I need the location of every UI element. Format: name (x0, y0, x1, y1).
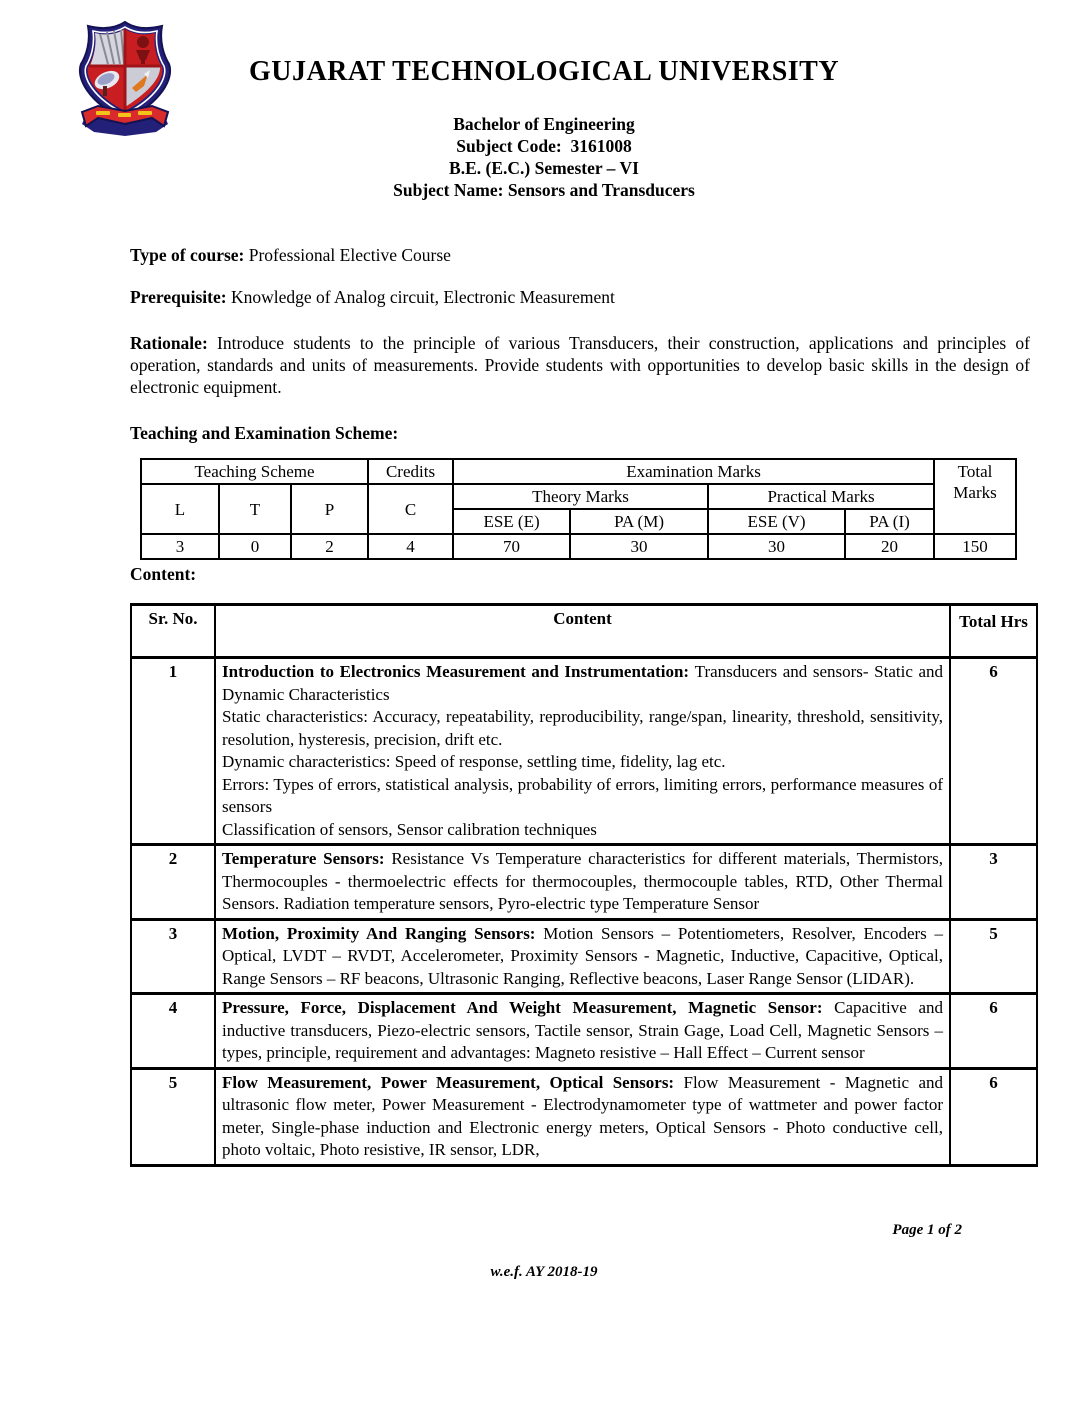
scheme-value-ese-v: 30 (708, 534, 845, 559)
row-topic-title: Pressure, Force, Displacement And Weight Measurement, Magnetic Sensor: (222, 998, 835, 1017)
row-total-hours: 5 (950, 919, 1037, 994)
scheme-col-p: P (291, 484, 368, 534)
scheme-value-l: 3 (141, 534, 219, 559)
row-topic-lead: Motion Sensors – Potentiometers, Resolver, Encoders – Optical, LVDT – RVDT, Accelerometer, Proximity Sensors - Magnetic, Inductive, Capacitive, Optical, Range Sensors – RF beacons, Ultrasonic Ranging, Reflective beacons, Laser Range Sensor (LIDAR). (222, 923, 943, 988)
scheme-col-ese-v: ESE (V) (708, 509, 845, 534)
row-topic-title: Temperature Sensors: (222, 849, 392, 868)
scheme-heading: Teaching and Examination Scheme: (130, 423, 399, 443)
row-topic-paragraph: Classification of sensors, Sensor calibration techniques (222, 819, 597, 839)
subject-name-line: Subject Name: Sensors and Transducers (393, 180, 695, 200)
scheme-col-l: L (141, 484, 219, 534)
rationale-value: Introduce students to the principle of various Transducers, their construction, applications and principles of operation, standards and units of measurements. Provide students with opportunities to develop basic skills in the design of electronic equipment. (130, 333, 1031, 397)
row-topic-lead: Resistance Vs Temperature characteristics for different materials, Thermistors, Thermocouples - thermoelectric effects for thermocouples, thermocouple tables, RTD, Other Thermal Sensors. Radiation temperature sensors, Pyro-electric type Temperature Sensor (222, 849, 944, 913)
scheme-header-practical: Practical Marks (708, 484, 934, 509)
rationale-label: Rationale: (130, 333, 208, 353)
row-topic-title: Introduction to Electronics Measurement and Instrumentation: (222, 662, 695, 681)
prerequisite-line (130, 286, 1030, 308)
row-sr-number: 2 (131, 845, 215, 920)
scheme-value-t: 0 (219, 534, 291, 559)
scheme-col-t: T (219, 484, 291, 534)
content-table-row (131, 1068, 1037, 1165)
scheme-value-c: 4 (368, 534, 453, 559)
row-topic-paragraph: Dynamic characteristics: Speed of response, settling time, fidelity, lag etc. (222, 752, 726, 771)
university-logo (60, 14, 190, 144)
row-topic-lead: Flow Measurement - Magnetic and ultrasonic flow meter, Power Measurement - Electrodynamometer type of wattmeter and power factor meter, Single-phase induction and Electronic energy meters, Optical Sensors - Photo conductive cell, photo voltaic, Photo resistive, IR sensor, LDR, (222, 1072, 943, 1159)
content-table-body (131, 658, 1037, 1166)
row-sr-number: 3 (131, 919, 215, 994)
row-total-hours: 3 (950, 845, 1037, 920)
row-content-cell (215, 845, 950, 920)
row-sr-number: 5 (131, 1068, 215, 1165)
row-total-hours: 6 (950, 658, 1037, 845)
teaching-examination-scheme-table (140, 458, 1017, 560)
content-heading: Content: (130, 564, 197, 584)
page-title: GUJARAT TECHNOLOGICAL UNIVERSITY (248, 56, 840, 87)
semester-line: B.E. (E.C.) Semester – VI (449, 158, 639, 178)
row-topic-lead: Capacitive and inductive transducers, Piezo-electric sensors, Tactile sensor, Strain Gage, Load Cell, Magnetic Sensors –types, principle, requirement and advantages: Magneto resistive – Hall Effect – Current sensor (222, 998, 943, 1062)
row-sr-number: 1 (131, 658, 215, 845)
scheme-value-ese-e: 70 (453, 534, 570, 559)
row-topic-title: Motion, Proximity And Ranging Sensors: (222, 923, 544, 943)
content-col-content: Content (215, 605, 950, 658)
row-topic-paragraph: Errors: Types of errors, statistical analysis, probability of errors, limiting errors, performance measures of sensors (222, 774, 943, 816)
row-total-hours: 6 (950, 994, 1037, 1069)
program-line: Bachelor of Engineering (453, 114, 635, 134)
row-content-cell (215, 919, 950, 994)
page-number: Page 1 of 2 (892, 1222, 962, 1238)
row-sr-number: 4 (131, 994, 215, 1069)
content-table-row (131, 994, 1037, 1069)
scheme-header-teaching: Teaching Scheme (141, 459, 368, 484)
row-content-cell (215, 658, 950, 845)
content-col-total-hrs: Total Hrs (950, 605, 1037, 658)
scheme-header-credits: Credits (368, 459, 453, 484)
scheme-value-p: 2 (291, 534, 368, 559)
row-topic-lead: Transducers and sensors- Static and Dynamic Characteristics (222, 662, 944, 704)
row-total-hours: 6 (950, 1068, 1037, 1165)
rationale-paragraph (130, 332, 1030, 398)
subject-code-line: Subject Code: 3161008 (456, 136, 632, 156)
scheme-col-ese-e: ESE (E) (453, 509, 570, 534)
row-topic-body (222, 706, 943, 841)
content-table-row (131, 658, 1037, 845)
row-topic-paragraph: Static characteristics: Accuracy, repeatability, reproducibility, range/span, linearity, threshold, sensitivity, resolution, hysteresis, precision, drift etc. (222, 707, 943, 749)
content-table (130, 603, 1038, 1167)
prerequisite-label: Prerequisite: (130, 287, 227, 307)
type-of-course-line (130, 244, 1030, 266)
prerequisite-value: Knowledge of Analog circuit, Electronic Measurement (230, 287, 615, 307)
type-of-course-label: Type of course: (130, 245, 245, 265)
scheme-header-total-marks: Total Marks (934, 459, 1016, 534)
scheme-value-total: 150 (934, 534, 1016, 559)
row-content-cell (215, 1068, 950, 1165)
scheme-value-pa-i: 20 (845, 534, 934, 559)
row-content-cell (215, 994, 950, 1069)
scheme-header-theory: Theory Marks (453, 484, 708, 509)
effective-date-note: w.e.f. AY 2018-19 (490, 1264, 598, 1280)
row-topic-title: Flow Measurement, Power Measurement, Optical Sensors: (222, 1072, 684, 1092)
scheme-col-c: C (368, 484, 453, 534)
content-table-row (131, 845, 1037, 920)
scheme-col-pa-m: PA (M) (570, 509, 708, 534)
scheme-col-pa-i: PA (I) (845, 509, 934, 534)
scheme-value-pa-m: 30 (570, 534, 708, 559)
content-table-row (131, 919, 1037, 994)
content-col-sr-no: Sr. No. (131, 605, 215, 658)
scheme-header-exam-marks: Examination Marks (453, 459, 934, 484)
type-of-course-value: Professional Elective Course (248, 245, 451, 265)
